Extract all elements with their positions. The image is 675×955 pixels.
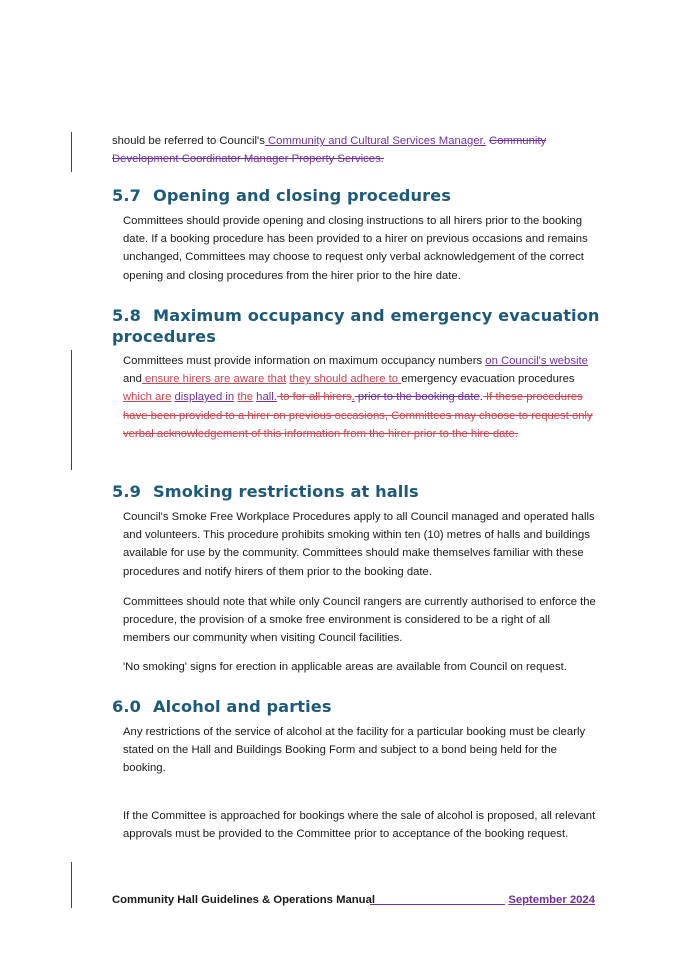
inserted-text: hall.: [256, 391, 277, 404]
inserted-text: ensure hirers are aware that: [141, 373, 287, 386]
change-bar: [71, 862, 72, 908]
section-5-9-body-2: Committees should note that while only Council rangers are currently authorised to enforce the procedure, the provision of a smoke free environment is considered to be a right of all members our community when visiting Council facilities.: [123, 596, 596, 645]
footer-rule: [370, 904, 505, 905]
inserted-text: which are: [123, 391, 172, 404]
page-footer: [112, 892, 595, 908]
section-heading-6-0: 6.0 Alcohol and parties: [112, 697, 332, 716]
inserted-text: .: [351, 391, 355, 404]
inserted-text: displayed in: [174, 391, 235, 404]
inserted-text: on Council's website: [485, 355, 588, 367]
section-5-9-body-3: 'No smoking' signs for erection in applicable areas are available from Council on request.: [123, 661, 567, 673]
section-heading-5-8: 5.8 Maximum occupancy and emergency evacuation procedures: [112, 306, 600, 346]
deleted-text: to for: [276, 391, 309, 404]
section-5-7-body: Committees should provide opening and closing instructions to all hirers prior to the booking date. If a booking procedure has been provided to a hirer on previous occasions and remains unchanged, Committees may choose to request only verbal acknowledgement of the correct opening and closing procedures from the hirer prior to the hire date.: [123, 215, 588, 282]
change-bar: [71, 350, 72, 470]
deleted-text: Community Development Coordinator Manager Property Services.: [112, 135, 547, 166]
inserted-text: Community and Cultural Services Manager.: [264, 135, 486, 147]
inserted-text: the: [237, 391, 254, 404]
footer-date: September 2024: [508, 894, 595, 906]
change-bar: [71, 132, 72, 172]
section-heading-5-7: 5.7 Opening and closing procedures: [112, 186, 451, 205]
deleted-text: prior to the booking date: [354, 391, 480, 404]
inserted-text: they should adhere to: [289, 373, 402, 386]
section-5-8-body: Committees must provide information on maximum occupancy numbers on Council's website and ensure hirers are aware that they should adhere to emergency evacuation procedures which are displayed in the hall. to for all hirers. prior to the booking date. If these procedures have been provided to a hirer on previous occasions, Committees may choose to request only verbal acknowledgement of this information from the hirer prior to the hire date.: [123, 355, 593, 440]
deleted-text: all hirers: [308, 391, 352, 404]
footer-title: Community Hall Guidelines & Operations Manual: [112, 894, 376, 906]
lead-paragraph: should be referred to Council's Community and Cultural Services Manager. Community Development Coordinator Manager Property Services.: [112, 135, 547, 166]
section-heading-5-9: 5.9 Smoking restrictions at halls: [112, 482, 419, 501]
section-6-0-body-2: If the Committee is approached for bookings where the sale of alcohol is proposed, all relevant approvals must be provided to the Committee prior to acceptance of the booking request.: [123, 810, 596, 841]
section-5-9-body-1: Council's Smoke Free Workplace Procedures apply to all Council managed and operated halls and volunteers. This procedure prohibits smoking within ten (10) metres of halls and buildings available for use by the community. Committees should make themselves familiar with these procedures and notify hirers of them prior to the booking date.: [123, 511, 595, 578]
section-6-0-body-1: Any restrictions of the service of alcohol at the facility for a particular booking must be clearly stated on the Hall and Buildings Booking Form and subject to a bond being held for the booking.: [123, 726, 586, 775]
deleted-text: If these procedures have been provided to a hirer on previous occasions, Committees may choose to request only verbal acknowledgement of this information from the hirer prior to the hire date.: [123, 391, 593, 440]
